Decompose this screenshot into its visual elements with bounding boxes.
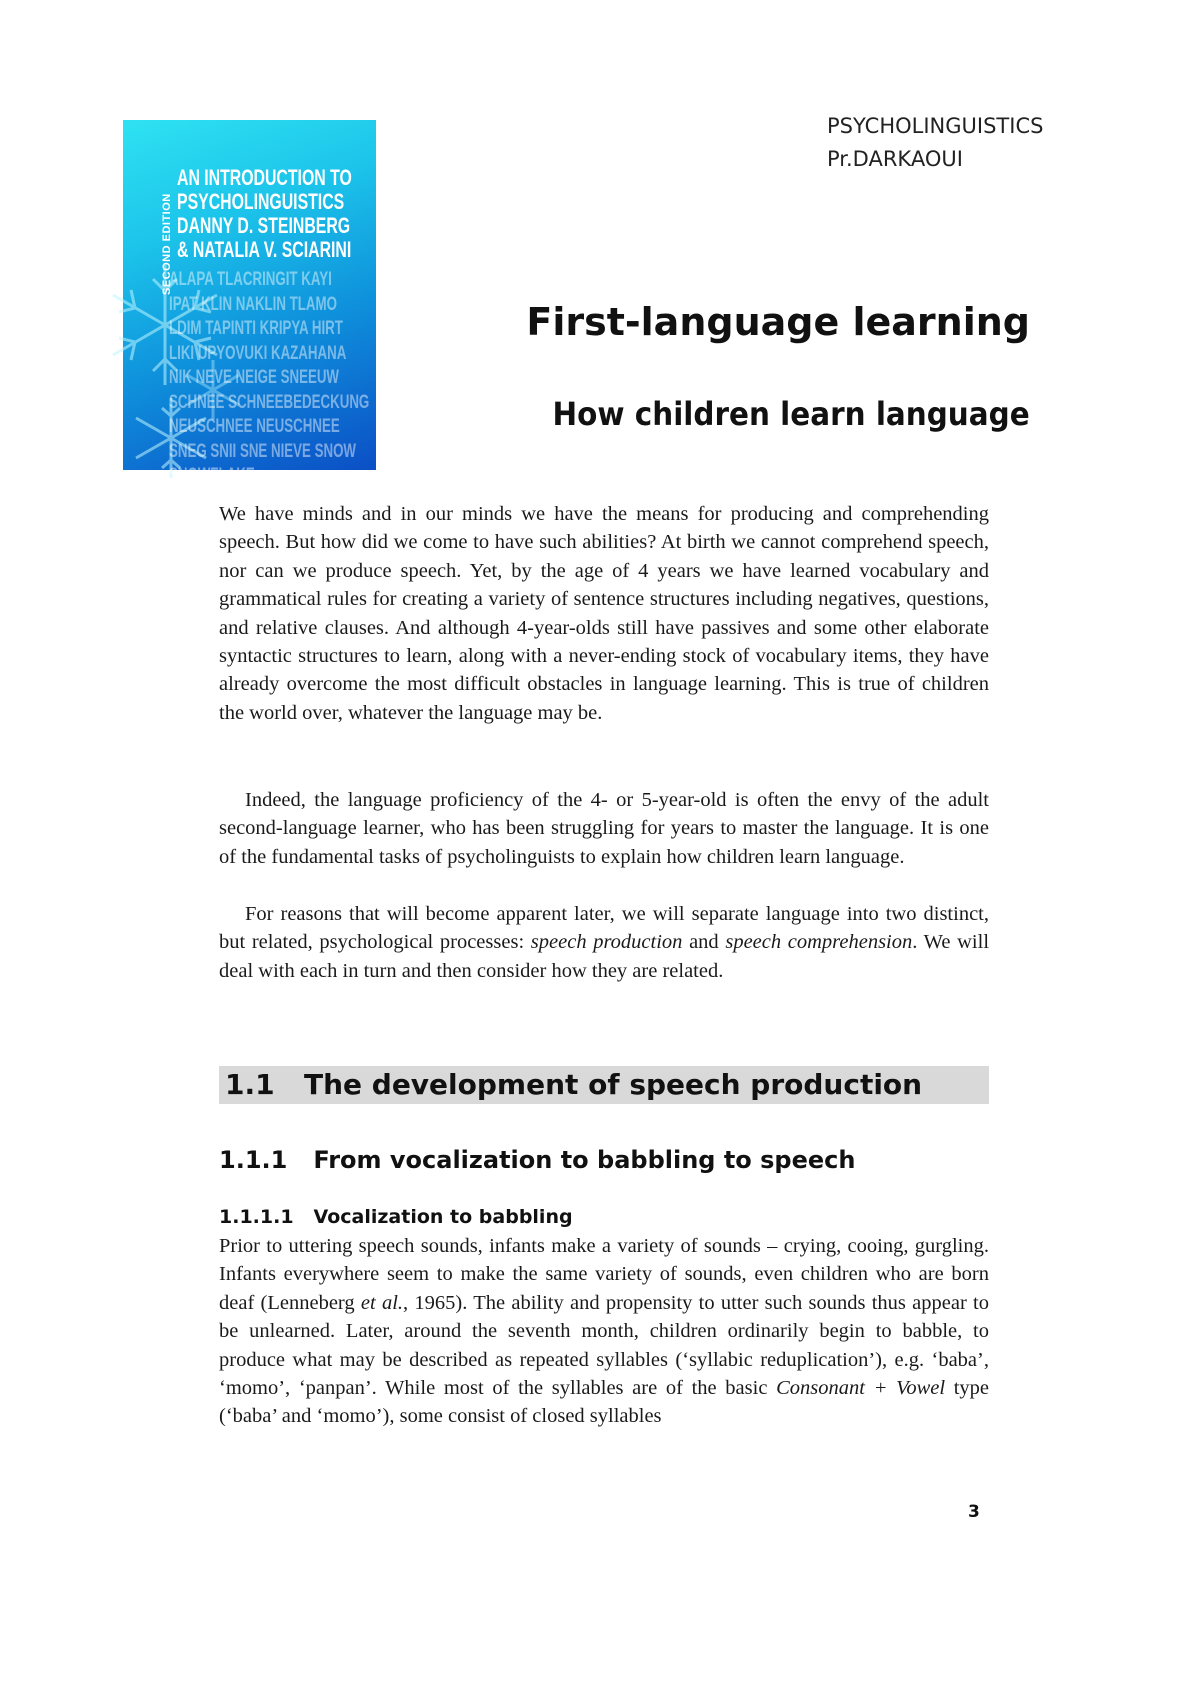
subsubsection-title: Vocalization to babbling [313, 1206, 573, 1228]
cover-word-line: NIK NEVE NEIGE SNEEUW [169, 367, 339, 388]
citation-etal: et al. [360, 1291, 404, 1314]
subsection-title: From vocalization to babbling to speech [313, 1146, 856, 1174]
subsection-number: 1.1.1 [219, 1146, 288, 1174]
cover-word-line: SNOWFLAKE [169, 465, 255, 486]
paragraph-text: . We will deal with each in turn and then consider how they are related. [219, 931, 990, 982]
cover-edition-label: SECOND EDITION [161, 193, 173, 295]
cover-author-line: & NATALIA V. SCIARINI [177, 237, 352, 262]
section-title: The development of speech production [304, 1068, 923, 1101]
cover-word-line: SNEG SNII SNE NIEVE SNOW [169, 440, 356, 462]
subsubsection-heading [219, 1206, 573, 1228]
chapter-subtitle: How children learn language [552, 395, 1030, 433]
paragraph-text: and [682, 931, 726, 954]
course-header [827, 110, 1043, 176]
intro-paragraph [219, 900, 989, 985]
subsection-heading [219, 1146, 855, 1174]
intro-paragraph: Indeed, the language proficiency of the 4- or 5-year-old is often the envy of the adult second-language learner, who has been struggling for years to master the language. It is one of the fundamental tasks of psycholinguists to explain how children learn language. [219, 789, 989, 868]
cover-title-block [177, 166, 420, 262]
course-name: PSYCHOLINGUISTICS [827, 114, 1044, 138]
instructor-name: Pr.DARKAOUI [827, 147, 963, 171]
chapter-title: First-language learning [526, 300, 1030, 344]
paragraph-text: Prior to uttering speech sounds, infants make a variety of sounds – crying, cooing, gurgling. Infants everywhere seem to make the same variety of sounds, even children who are born deaf (Lenneberg [219, 1235, 989, 1314]
book-cover-image [123, 120, 376, 486]
subsubsection-number: 1.1.1.1 [219, 1206, 294, 1228]
cover-background-words [169, 268, 455, 489]
key-term: speech comprehension [725, 931, 913, 954]
section-paragraph [219, 1232, 989, 1431]
paragraph-text: , 1965). The ability and propensity to utter such sounds thus appear to be unlearned. Later, around the seventh month, children ordinarily begin to babble, to produce what may be described as repeated syllables (‘syllabic reduplication’), e.g. ‘baba’, ‘momo’, ‘panpan’. While most of the syllables are of the basic [219, 1291, 989, 1400]
section-number: 1.1 [225, 1068, 275, 1101]
cover-author-line: DANNY D. STEINBERG [177, 213, 351, 238]
section-heading [219, 1066, 989, 1104]
intro-paragraph: We have minds and in our minds we have the means for producing and comprehending speech. But how did we come to have such abilities? At birth we cannot comprehend speech, nor can we produce speech. Yet, by the age of 4 years we have learned vocabulary and grammatical rules for creating a variety of sentence structures including negatives, questions, and relative clauses. And although 4-year-olds still have passives and some other elaborate syntactic structures to learn, along with a never-ending stock of vocabulary items, they have already overcome the most difficult obstacles in language learning. This is true of children the world over, whatever the language may be. [219, 503, 989, 724]
cover-word-line: NEUSCHNEE NEUSCHNEE [169, 416, 340, 437]
cover-word-line: ALAPA TLACRINGIT KAYI [169, 269, 332, 290]
key-term: speech production [530, 931, 683, 954]
cover-word-line: LDIM TAPINTI KRIPYA HIRT [169, 318, 343, 339]
cover-title-line: AN INTRODUCTION TO [177, 165, 352, 190]
paragraph-text: For reasons that will become apparent later, we will separate language into two distinct, but related, psychological processes: [219, 903, 989, 954]
key-term: Consonant + Vowel [776, 1377, 946, 1400]
paragraph-text: type (‘baba’ and ‘momo’), some consist of closed syllables [219, 1377, 989, 1428]
cover-word-line: IPAT KLIN NAKLIN TLAMO [169, 293, 337, 315]
cover-word-line: LIKI UPYOVUKI KAZAHANA [169, 342, 347, 364]
cover-title-line: PSYCHOLINGUISTICS [177, 189, 345, 214]
page-number: 3 [968, 1502, 980, 1522]
cover-word-line: SCHNEE SCHNEEBEDECKUNG [169, 391, 370, 413]
